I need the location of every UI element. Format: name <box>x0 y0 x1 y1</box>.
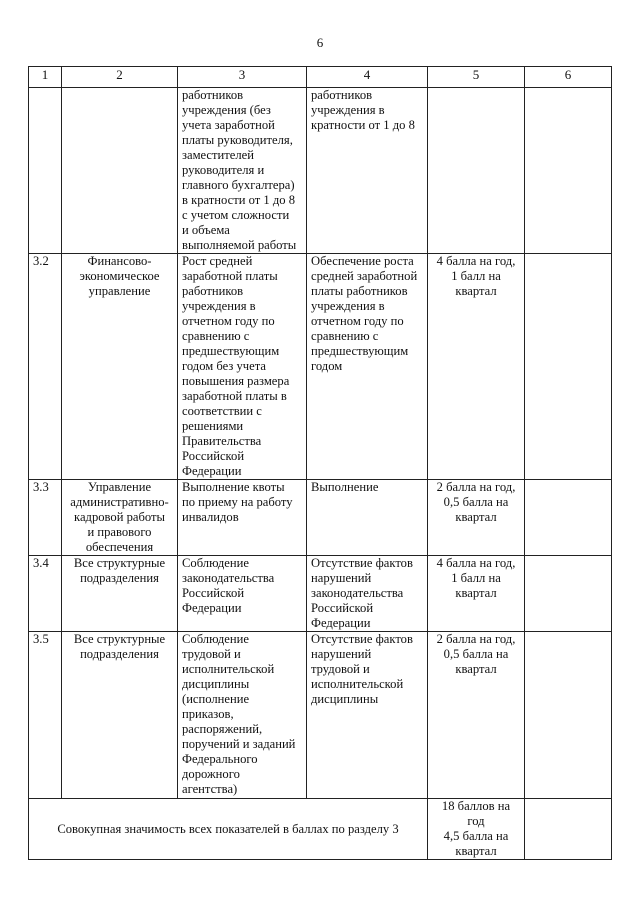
indicators-table <box>28 66 612 860</box>
header-cell: 3 <box>178 67 307 88</box>
note-cell <box>525 556 612 632</box>
note-cell <box>525 254 612 480</box>
responsible-unit: Финансово- экономическое управление <box>62 254 178 480</box>
header-cell: 2 <box>62 67 178 88</box>
row-number: 3.2 <box>29 254 62 480</box>
note-cell <box>525 88 612 254</box>
row-number: 3.4 <box>29 556 62 632</box>
criterion-text: Выполнение <box>307 480 428 556</box>
criterion-text: Отсутствие фактов нарушений трудовой и исполнительской дисциплины <box>307 632 428 799</box>
score-text <box>428 88 525 254</box>
note-cell <box>525 632 612 799</box>
table-row <box>29 480 612 556</box>
row-number: 3.3 <box>29 480 62 556</box>
table-row <box>29 632 612 799</box>
responsible-unit: Управление административно- кадровой работы и правового обеспечения <box>62 480 178 556</box>
responsible-unit: Все структурные подразделения <box>62 556 178 632</box>
header-row <box>29 67 612 88</box>
indicator-text: Рост средней заработной платы работников учреждения в отчетном году по сравнению с предшествующим годом без учета повышения размера заработной платы в соответствии с решениями Правительства Российской Федерации <box>178 254 307 480</box>
table-row <box>29 556 612 632</box>
page-number: 6 <box>316 35 324 50</box>
header-cell: 5 <box>428 67 525 88</box>
header-cell: 1 <box>29 67 62 88</box>
indicator-text: работников учреждения (без учета заработной платы руководителя, заместителей руководителя и главного бухгалтера) в кратности от 1 до 8 с учетом сложности и объема выполняемой работы <box>178 88 307 254</box>
total-row <box>29 799 612 860</box>
row-number: 3.5 <box>29 632 62 799</box>
total-note-cell <box>525 799 612 860</box>
header-cell: 4 <box>307 67 428 88</box>
score-text: 4 балла на год, 1 балл на квартал <box>428 254 525 480</box>
total-label: Совокупная значимость всех показателей в баллах по разделу 3 <box>29 799 428 860</box>
header-cell: 6 <box>525 67 612 88</box>
criterion-text: Обеспечение роста средней заработной платы работников учреждения в отчетном году по сравнению с предшествующим годом <box>307 254 428 480</box>
total-score: 18 баллов на год 4,5 балла на квартал <box>428 799 525 860</box>
row-number <box>29 88 62 254</box>
criterion-text: Отсутствие фактов нарушений законодательства Российской Федерации <box>307 556 428 632</box>
indicator-text: Соблюдение законодательства Российской Федерации <box>178 556 307 632</box>
responsible-unit: Все структурные подразделения <box>62 632 178 799</box>
table-row <box>29 254 612 480</box>
score-text: 2 балла на год, 0,5 балла на квартал <box>428 632 525 799</box>
score-text: 2 балла на год, 0,5 балла на квартал <box>428 480 525 556</box>
note-cell <box>525 480 612 556</box>
indicator-text: Соблюдение трудовой и исполнительской дисциплины (исполнение приказов, распоряжений, поручений и заданий Федерального дорожного агентства) <box>178 632 307 799</box>
criterion-text: работников учреждения в кратности от 1 до 8 <box>307 88 428 254</box>
table-row <box>29 88 612 254</box>
score-text: 4 балла на год, 1 балл на квартал <box>428 556 525 632</box>
responsible-unit <box>62 88 178 254</box>
indicator-text: Выполнение квоты по приему на работу инвалидов <box>178 480 307 556</box>
